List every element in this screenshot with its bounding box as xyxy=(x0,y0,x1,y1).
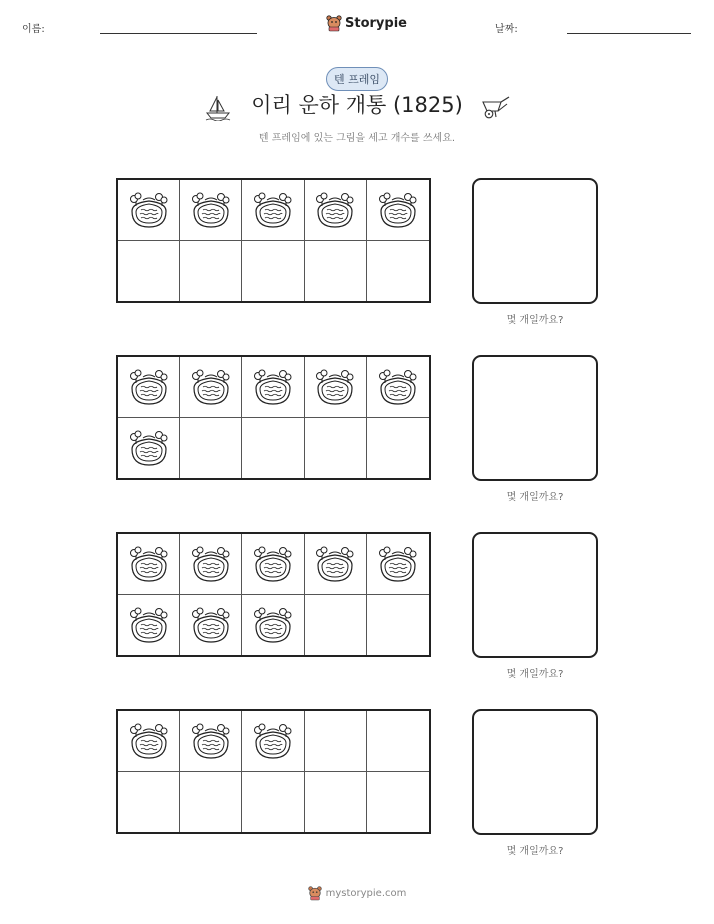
ten-frame-cell xyxy=(305,595,367,656)
footer xyxy=(0,885,714,901)
canal-boat-icon xyxy=(126,720,172,762)
ten-frame-cell xyxy=(305,534,367,595)
ten-frame-cell xyxy=(118,711,180,772)
canal-boat-icon xyxy=(126,189,172,231)
brand-name: Storypie xyxy=(345,15,407,31)
ten-frame-cell xyxy=(118,772,180,833)
ten-frame-cell xyxy=(118,534,180,595)
canal-boat-icon xyxy=(188,543,234,585)
ten-frame-cell xyxy=(242,180,304,241)
name-label: 이름: xyxy=(22,24,45,35)
ten-frame-cell xyxy=(367,711,429,772)
question-1: 몇 개일까요? xyxy=(506,315,564,326)
ten-frame-cell xyxy=(180,418,242,479)
canal-boat-icon xyxy=(126,366,172,408)
ten-frame-cell xyxy=(242,241,304,302)
ten-frame-cell xyxy=(305,772,367,833)
ten-frame-cell xyxy=(180,357,242,418)
ten-frame-cell xyxy=(180,534,242,595)
question-2: 몇 개일까요? xyxy=(506,492,564,503)
ten-frame-cell xyxy=(367,534,429,595)
question-4: 몇 개일까요? xyxy=(506,846,564,857)
ten-frame-cell xyxy=(118,180,180,241)
ten-frame-cell xyxy=(242,595,304,656)
footer-site: mystorypie.com xyxy=(325,887,407,899)
answer-box-4[interactable] xyxy=(472,709,598,835)
ten-frame-4 xyxy=(116,709,431,834)
ten-frame-cell xyxy=(367,772,429,833)
ten-frame-cell xyxy=(180,772,242,833)
canal-boat-icon xyxy=(375,189,421,231)
storypie-mascot-icon xyxy=(308,885,322,901)
ten-frame-cell xyxy=(242,357,304,418)
ten-frame-cell xyxy=(118,241,180,302)
ten-frame-cell xyxy=(180,711,242,772)
page-title: 이리 운하 개통 (1825) xyxy=(251,93,463,117)
ten-frame-cell xyxy=(242,418,304,479)
name-line[interactable] xyxy=(100,33,257,34)
ten-frame-cell xyxy=(305,418,367,479)
ten-frame-cell xyxy=(180,595,242,656)
ten-frame-3 xyxy=(116,532,431,657)
canal-boat-icon xyxy=(188,366,234,408)
ten-frame-cell xyxy=(367,180,429,241)
ten-frame-cell xyxy=(180,180,242,241)
answer-box-3[interactable] xyxy=(472,532,598,658)
answer-box-1[interactable] xyxy=(472,178,598,304)
ten-frame-cell xyxy=(367,595,429,656)
ten-frame-cell xyxy=(180,241,242,302)
canal-boat-icon xyxy=(312,366,358,408)
canal-boat-icon xyxy=(250,543,296,585)
ten-frame-cell xyxy=(305,357,367,418)
canal-boat-icon xyxy=(188,604,234,646)
brand-logo xyxy=(326,13,407,33)
canal-boat-icon xyxy=(250,720,296,762)
answer-box-2[interactable] xyxy=(472,355,598,481)
ten-frame-cell xyxy=(242,711,304,772)
instructions: 텐 프레임에 있는 그림을 세고 개수를 쓰세요. xyxy=(258,133,456,144)
canal-boat-icon xyxy=(312,543,358,585)
canal-boat-icon xyxy=(126,604,172,646)
canal-boat-icon xyxy=(126,427,172,469)
ten-frame-cell xyxy=(118,357,180,418)
ten-frame-cell xyxy=(367,241,429,302)
date-line[interactable] xyxy=(567,33,691,34)
canal-boat-icon xyxy=(188,720,234,762)
date-label: 날짜: xyxy=(495,24,518,35)
ten-frame-1 xyxy=(116,178,431,303)
canal-boat-icon xyxy=(375,543,421,585)
canal-boat-icon xyxy=(250,189,296,231)
ten-frame-2 xyxy=(116,355,431,480)
ten-frame-cell xyxy=(367,418,429,479)
ten-frame-cell xyxy=(305,241,367,302)
storypie-mascot-icon xyxy=(326,14,342,32)
ten-frame-cell xyxy=(367,357,429,418)
ten-frame-cell xyxy=(242,534,304,595)
topic-badge: 텐 프레임 xyxy=(326,67,388,91)
ten-frame-cell xyxy=(118,418,180,479)
canal-boat-icon xyxy=(188,189,234,231)
canal-boat-icon xyxy=(312,189,358,231)
ten-frame-cell xyxy=(305,711,367,772)
ten-frame-cell xyxy=(242,772,304,833)
ten-frame-cell xyxy=(118,595,180,656)
canal-boat-icon xyxy=(250,604,296,646)
question-3: 몇 개일까요? xyxy=(506,669,564,680)
canal-boat-icon xyxy=(375,366,421,408)
ten-frame-cell xyxy=(305,180,367,241)
canal-boat-icon xyxy=(126,543,172,585)
canal-boat-icon xyxy=(250,366,296,408)
